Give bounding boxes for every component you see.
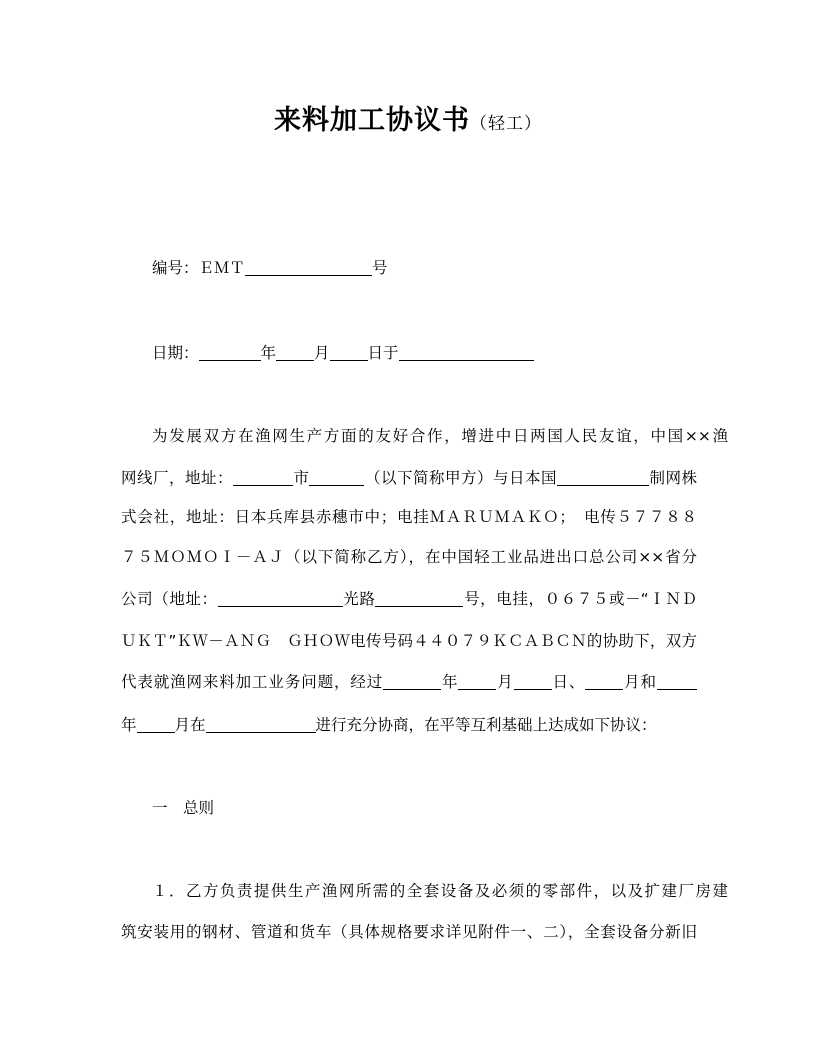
place-blank — [399, 344, 534, 361]
text: 月在 — [174, 716, 206, 734]
text: 月 — [496, 673, 514, 691]
intro-line-1: 为发展双方在渔网生产方面的友好合作，增进中日两国人民友谊，中国××渔 — [152, 427, 728, 445]
text: 日、 — [551, 673, 586, 691]
text: 公司（地址： — [121, 590, 218, 608]
text: 月和 — [623, 673, 657, 691]
document-title — [0, 98, 816, 137]
day-blank — [330, 344, 368, 361]
title-main: 来料加工协议书 — [274, 105, 470, 136]
clause-line-2: 筑安装用的钢材、管道和货车（具体规格要求详见附件一、二），全套设备分新旧 — [121, 923, 697, 941]
final-month-blank — [137, 716, 175, 733]
intro-line-7 — [121, 670, 697, 692]
clause-line-1: １．乙方负责提供生产渔网所需的全套设备及必须的零部件，以及扩建厂房建 — [152, 882, 728, 900]
intro-line-4: ７５ＭＯＭＯＩ－ＡＪ（以下简称乙方），在中国轻工业品进出口总公司××省分 — [121, 548, 697, 566]
company-blank — [557, 469, 649, 486]
number-line — [121, 256, 728, 278]
date-line — [121, 341, 728, 363]
intro-line-5 — [121, 587, 697, 609]
negotiation-month-blank — [458, 673, 496, 690]
address-blank — [309, 469, 364, 486]
text: 号，电挂，０６７５或－“ＩＮＤ — [463, 590, 697, 608]
day-place-label: 日于 — [367, 344, 399, 362]
number-label: 编号：ＥＭＴ — [152, 259, 246, 277]
road-number-blank — [375, 590, 463, 607]
month-blank — [276, 344, 314, 361]
title-note: （轻工） — [470, 114, 542, 134]
intro-line-6: ＵＫＴ”ＫＷ－ＡＮＧ ＧＨＯＷ电传号码４４０７９ＫＣＡＢＣＮ的协助下，双方 — [121, 632, 697, 650]
text: 进行充分协商，在平等互利基础上达成如下协议： — [315, 716, 657, 734]
date-label: 日期： — [152, 344, 199, 362]
negotiation-year-blank — [383, 673, 441, 690]
text: 网线厂，地址： — [121, 469, 233, 487]
intro-line-8 — [121, 713, 697, 735]
intro-line-2 — [121, 466, 697, 488]
venue-blank — [206, 716, 316, 733]
negotiation-day-blank — [514, 673, 552, 690]
number-suffix: 号 — [372, 259, 388, 277]
city-blank — [233, 469, 293, 486]
month-label: 月 — [314, 344, 330, 362]
text: 制网株 — [648, 469, 697, 487]
text: 市 — [292, 469, 310, 487]
number-blank — [245, 259, 372, 276]
branch-address-blank — [218, 590, 343, 607]
second-year-blank — [657, 673, 697, 690]
year-blank — [199, 344, 261, 361]
section-heading: 一 总则 — [152, 799, 215, 817]
text: 光路 — [342, 590, 376, 608]
text: （以下简称甲方）与日本国 — [364, 469, 557, 487]
text: 年 — [441, 673, 459, 691]
year-label: 年 — [260, 344, 277, 362]
intro-line-3: 式会社，地址：日本兵库县赤穗市中；电挂ＭＡＲＵＭＡＫＯ； 电传５７７８８ — [121, 508, 697, 526]
text: 代表就渔网来料加工业务问题，经过 — [121, 673, 384, 691]
text: 年 — [121, 716, 137, 734]
second-month-blank — [585, 673, 623, 690]
